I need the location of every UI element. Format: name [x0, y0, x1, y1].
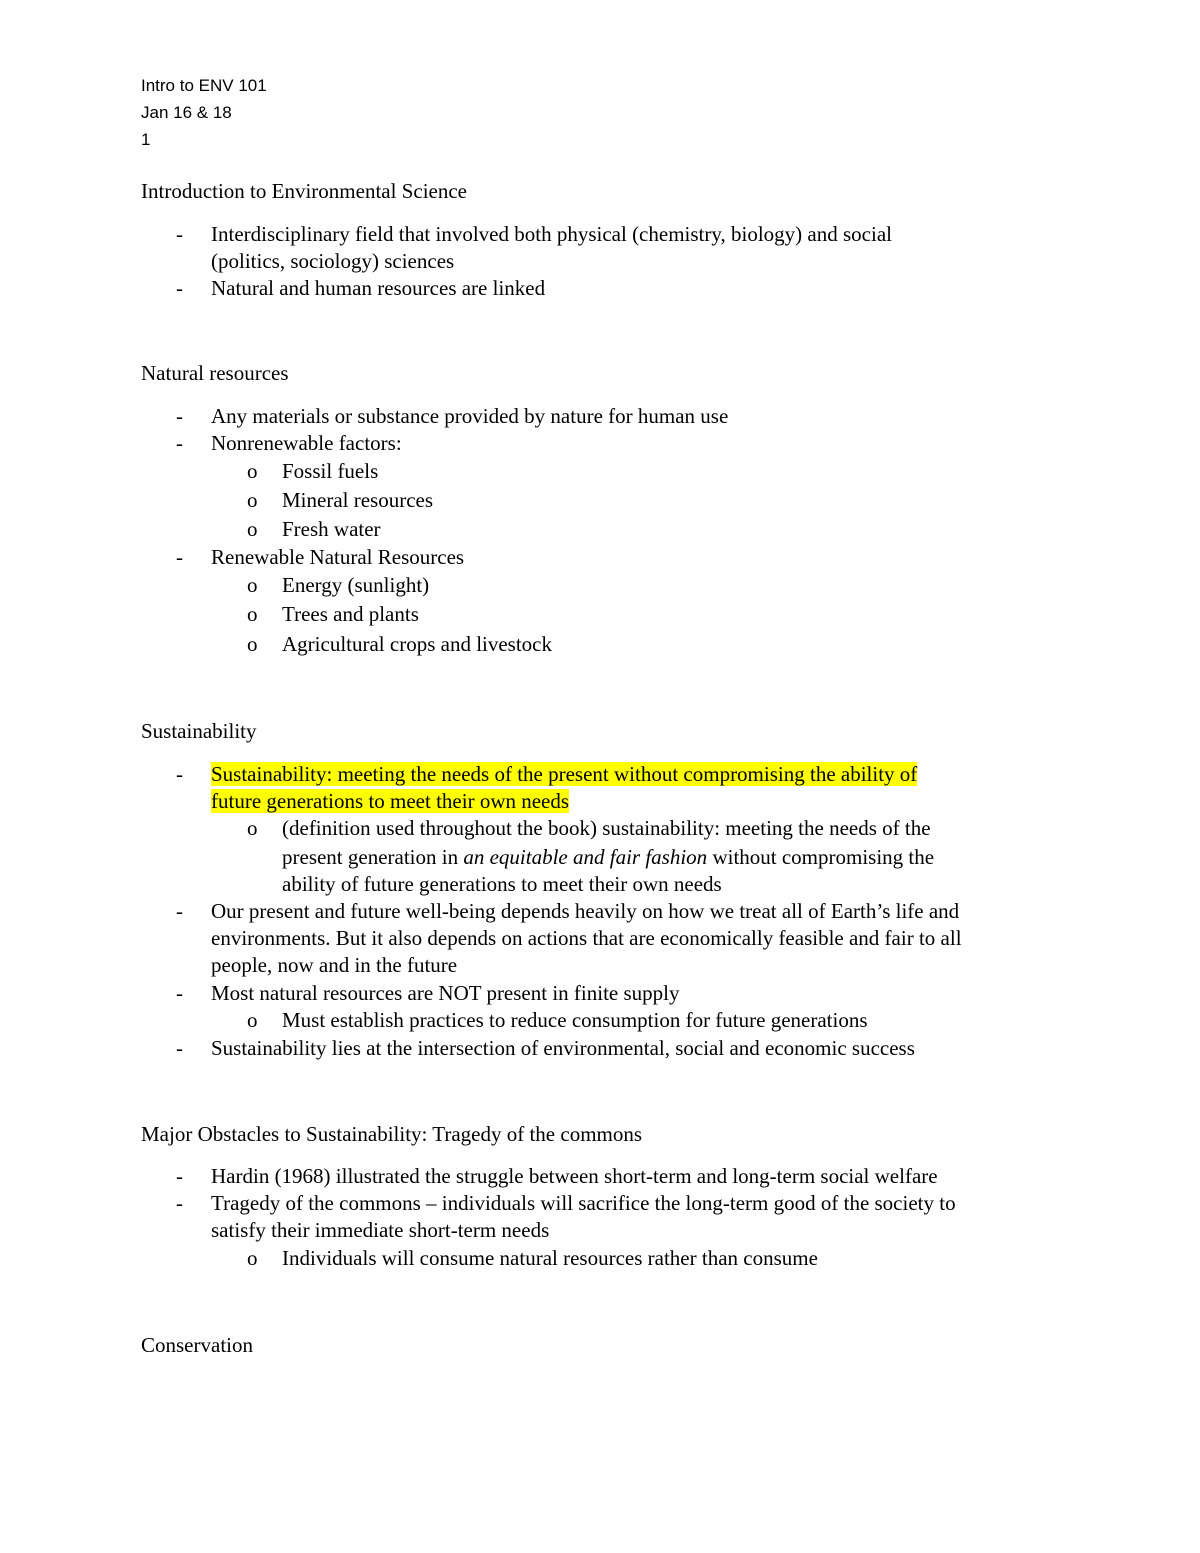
text-run: present generation in: [282, 845, 464, 869]
dash-bullet: -: [176, 762, 183, 786]
dash-bullet: -: [176, 431, 183, 455]
wellbeing-line-3: people, now and in the future: [211, 953, 458, 977]
section-heading-intro: Introduction to Environmental Science: [141, 179, 467, 203]
sustainability-definition-line-2: [211, 788, 569, 815]
section-heading-conservation: Conservation: [141, 1333, 253, 1357]
book-definition-line-3: ability of future generations to meet their own needs: [282, 872, 722, 896]
renewable-item: Energy (sunlight): [282, 573, 430, 597]
intersection-bullet: Sustainability lies at the intersection of environmental, social and economic success: [211, 1036, 915, 1060]
dash-bullet: -: [176, 1191, 183, 1215]
wellbeing-line-1: Our present and future well-being depends heavily on how we treat all of Earth’s life and: [211, 899, 960, 923]
circle-bullet: o: [247, 602, 258, 626]
dash-bullet: -: [176, 545, 183, 569]
natural-bullet-3: Renewable Natural Resources: [211, 545, 465, 569]
obstacles-bullet-2-line-2: satisfy their immediate short-term needs: [211, 1218, 550, 1242]
dash-bullet: -: [176, 899, 183, 923]
dash-bullet: -: [176, 404, 183, 428]
circle-bullet: o: [247, 573, 258, 597]
highlighted-text: future generations to meet their own needs: [211, 789, 570, 813]
nonrenewable-item: Fossil fuels: [282, 459, 379, 483]
intro-bullet-2: Natural and human resources are linked: [211, 276, 546, 300]
nonrenewable-item: Fresh water: [282, 517, 381, 541]
highlighted-text: Sustainability: meeting the needs of the present without compromising the ability of: [211, 762, 918, 786]
intro-bullet-1-line-2: (politics, sociology) sciences: [211, 249, 455, 273]
section-heading-natural-resources: Natural resources: [141, 361, 289, 385]
circle-bullet: o: [247, 1246, 258, 1270]
text-run: without compromising the: [707, 845, 935, 869]
section-heading-sustainability: Sustainability: [141, 719, 257, 743]
dash-bullet: -: [176, 222, 183, 246]
circle-bullet: o: [247, 1008, 258, 1032]
obstacles-bullet-2-line-1: Tragedy of the commons – individuals will sacrifice the long-term good of the society to: [211, 1191, 956, 1215]
wellbeing-line-2: environments. But it also depends on actions that are economically feasible and fair to all: [211, 926, 962, 950]
natural-bullet-1: Any materials or substance provided by nature for human use: [211, 404, 729, 428]
circle-bullet: o: [247, 459, 258, 483]
lecture-dates: Jan 16 & 18: [141, 103, 232, 122]
book-definition-line-2: [282, 844, 934, 871]
page-number: 1: [141, 130, 151, 149]
dash-bullet: -: [176, 1164, 183, 1188]
renewable-item: Trees and plants: [282, 602, 419, 626]
book-definition-line-1: (definition used throughout the book) sustainability: meeting the needs of the: [282, 816, 931, 840]
intro-bullet-1-line-1: Interdisciplinary field that involved both physical (chemistry, biology) and social: [211, 222, 892, 246]
circle-bullet: o: [247, 632, 258, 656]
finite-supply-bullet: Most natural resources are NOT present in finite supply: [211, 981, 680, 1005]
obstacles-subitem: Individuals will consume natural resources rather than consume: [282, 1246, 818, 1270]
circle-bullet: o: [247, 816, 258, 840]
circle-bullet: o: [247, 488, 258, 512]
section-heading-obstacles: Major Obstacles to Sustainability: Tragedy of the commons: [141, 1122, 643, 1146]
renewable-item: Agricultural crops and livestock: [282, 632, 553, 656]
dash-bullet: -: [176, 276, 183, 300]
course-title: Intro to ENV 101: [141, 76, 267, 95]
natural-bullet-2: Nonrenewable factors:: [211, 431, 402, 455]
emphasized-text: an equitable and fair fashion: [463, 845, 708, 869]
dash-bullet: -: [176, 1036, 183, 1060]
dash-bullet: -: [176, 981, 183, 1005]
obstacles-bullet-1: Hardin (1968) illustrated the struggle between short-term and long-term social welfare: [211, 1164, 938, 1188]
circle-bullet: o: [247, 517, 258, 541]
finite-supply-subitem: Must establish practices to reduce consumption for future generations: [282, 1008, 868, 1032]
sustainability-definition-line-1: [211, 761, 917, 788]
nonrenewable-item: Mineral resources: [282, 488, 434, 512]
